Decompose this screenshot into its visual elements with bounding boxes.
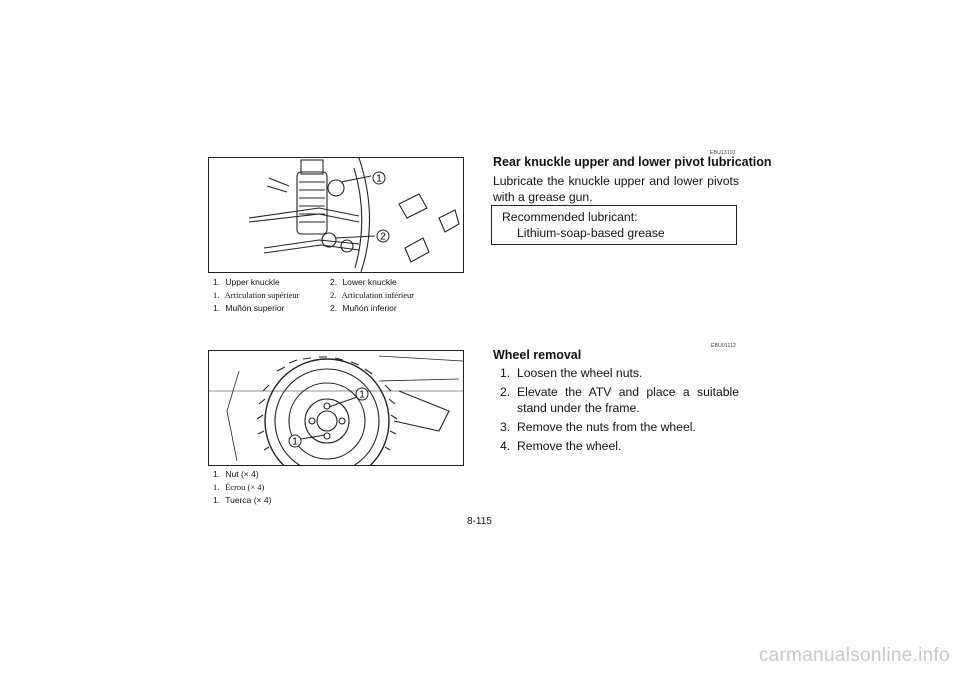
caption-text: Articulation inférieur <box>341 290 415 300</box>
caption-num: 1. <box>213 482 220 492</box>
page-number: 8-115 <box>467 516 492 527</box>
recommended-lubricant-box <box>491 205 737 245</box>
figure1-captions <box>213 276 463 315</box>
step-number: 2. <box>500 385 511 399</box>
knuckle-illustration <box>209 158 463 272</box>
callout-nut: 1 <box>292 436 298 448</box>
caption-row-es <box>213 302 463 315</box>
figure-wheel <box>208 350 464 466</box>
caption-text: Lower knuckle <box>342 277 397 287</box>
callout-nut: 1 <box>359 389 365 401</box>
section-heading-wheel-removal: Wheel removal <box>493 348 582 362</box>
caption-text: Écrou (× 4) <box>225 482 265 492</box>
list-item <box>497 384 739 416</box>
lubricant-label: Recommended lubricant: <box>502 210 638 224</box>
watermark: carmanualsonline.info <box>758 645 950 666</box>
figure-rear-knuckle <box>208 157 464 273</box>
caption-text: Muñón superior <box>225 303 285 313</box>
caption-text: Nut (× 4) <box>225 469 259 479</box>
caption-row-fr <box>213 289 463 302</box>
step-text: Remove the nuts from the wheel. <box>517 420 696 434</box>
caption-num: 2. <box>330 290 337 300</box>
caption-row-en <box>213 276 463 289</box>
figure2-captions <box>213 468 413 507</box>
wheel-illustration <box>209 351 463 465</box>
caption-num: 2. <box>330 277 338 287</box>
caption-text: Tuerca (× 4) <box>225 495 272 505</box>
section-body-knuckle-lubrication: Lubricate the knuckle upper and lower pivots with a grease gun. <box>493 174 739 204</box>
caption-text: Upper knuckle <box>225 277 280 287</box>
section-code: EBU13110 <box>710 150 736 156</box>
caption-num: 1. <box>213 495 221 505</box>
list-item <box>497 438 739 454</box>
list-item <box>497 419 739 435</box>
step-number: 3. <box>500 420 511 434</box>
step-number: 4. <box>500 439 511 453</box>
caption-text: Articulation supérieur <box>224 290 300 300</box>
caption-row-en <box>213 468 413 481</box>
lubricant-value: Lithium-soap-based grease <box>517 226 665 240</box>
caption-num: 1. <box>213 277 221 287</box>
caption-num: 2. <box>330 303 338 313</box>
step-text: Remove the wheel. <box>517 439 622 453</box>
caption-num: 1. <box>213 303 221 313</box>
caption-row-es <box>213 494 413 507</box>
step-text: Loosen the wheel nuts. <box>517 366 643 380</box>
caption-row-fr <box>213 481 413 494</box>
section-code: EBU01112 <box>711 343 737 349</box>
caption-num: 1. <box>213 469 221 479</box>
list-item <box>497 365 739 381</box>
caption-text: Muñón inferior <box>342 303 397 313</box>
callout-upper-knuckle: 1 <box>376 173 382 185</box>
caption-num: 1. <box>213 290 220 300</box>
section-heading-knuckle-lubrication: Rear knuckle upper and lower pivot lubrication <box>493 155 772 169</box>
wheel-removal-steps <box>497 365 739 457</box>
step-number: 1. <box>500 366 511 380</box>
callout-lower-knuckle: 2 <box>380 231 386 243</box>
step-text: Elevate the ATV and place a suitable stand under the frame. <box>517 385 739 415</box>
